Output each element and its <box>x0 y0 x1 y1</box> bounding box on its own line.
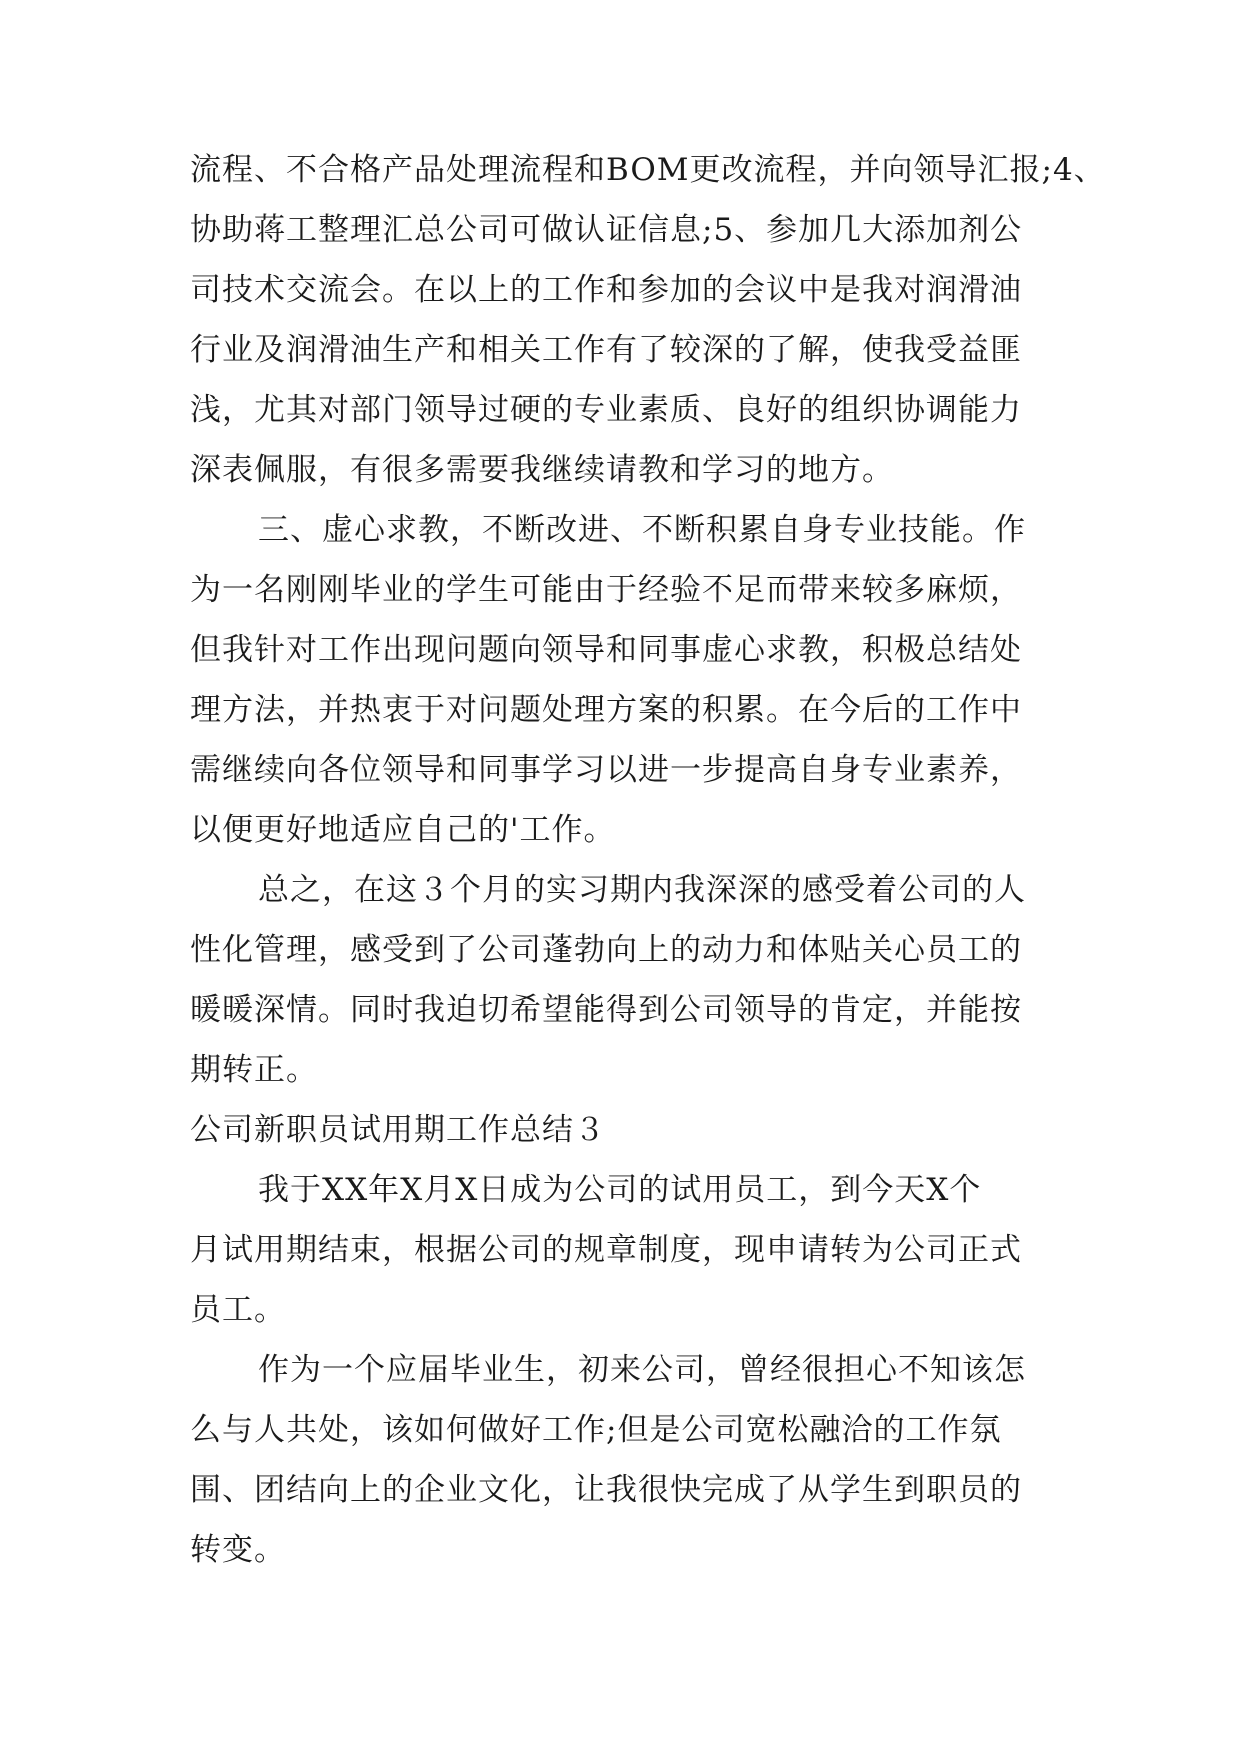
body-line: 协助蒋工整理汇总公司可做认证信息;5、参加几大添加剂公 <box>190 212 1023 248</box>
body-line: 转变。 <box>190 1532 286 1568</box>
body-line: 浅，尤其对部门领导过硬的专业素质、良好的组织协调能力 <box>190 392 1022 428</box>
body-line: 性化管理，感受到了公司蓬勃向上的动力和体贴关心员工的 <box>190 932 1022 968</box>
body-line: 期转正。 <box>190 1052 318 1088</box>
body-line: 么与人共处，该如何做好工作;但是公司宽松融洽的工作氛 <box>190 1412 1002 1448</box>
paragraph-start-line: 总之，在这３个月的实习期内我深深的感受着公司的人 <box>258 872 1026 908</box>
body-line: 理方法，并热衷于对问题处理方案的积累。在今后的工作中 <box>190 692 1022 728</box>
body-line: 暖暖深情。同时我迫切希望能得到公司领导的肯定，并能按 <box>190 992 1022 1028</box>
body-line: 需继续向各位领导和同事学习以进一步提高自身专业素养， <box>190 752 1022 788</box>
section-heading: 公司新职员试用期工作总结３ <box>190 1112 606 1148</box>
paragraph-start-line: 作为一个应届毕业生，初来公司，曾经很担心不知该怎 <box>258 1352 1026 1388</box>
body-line: 但我针对工作出现问题向领导和同事虚心求教，积极总结处 <box>190 632 1022 668</box>
body-line: 员工。 <box>190 1292 286 1328</box>
body-line: 围、团结向上的企业文化，让我很快完成了从学生到职员的 <box>190 1472 1022 1508</box>
body-line: 深表佩服，有很多需要我继续请教和学习的地方。 <box>190 452 894 488</box>
body-line: 流程、不合格产品处理流程和BOM更改流程，并向领导汇报;4、 <box>190 152 1106 188</box>
body-line: 司技术交流会。在以上的工作和参加的会议中是我对润滑油 <box>190 272 1022 308</box>
body-line: 行业及润滑油生产和相关工作有了较深的了解，使我受益匪 <box>190 332 1022 368</box>
paragraph-start-line: 三、虚心求教，不断改进、不断积累自身专业技能。作 <box>258 512 1026 548</box>
body-line: 为一名刚刚毕业的学生可能由于经验不足而带来较多麻烦， <box>190 572 1022 608</box>
body-line: 以便更好地适应自己的'工作。 <box>190 812 616 848</box>
paragraph-start-line: 我于XX年X月X日成为公司的试用员工，到今天X个 <box>258 1172 982 1208</box>
body-line: 月试用期结束，根据公司的规章制度，现申请转为公司正式 <box>190 1232 1022 1268</box>
